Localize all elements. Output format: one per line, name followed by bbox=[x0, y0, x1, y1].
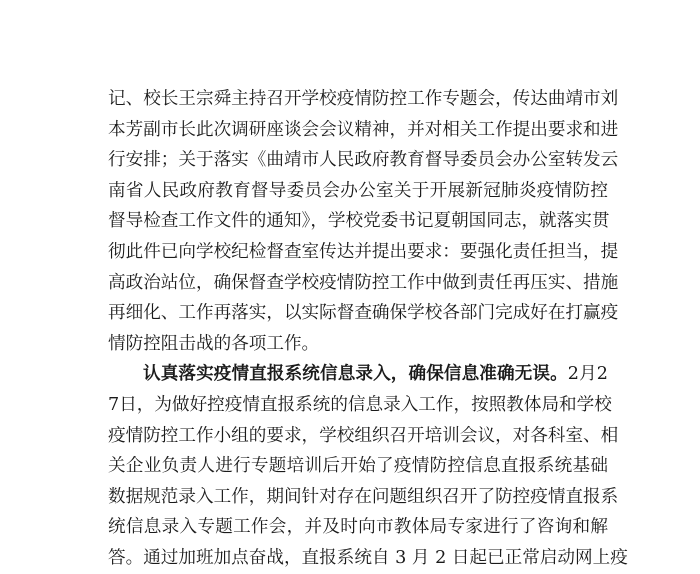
text-line: 再细化、工作再落实，以实际督查确保学校各部门完成好在打赢疫 bbox=[108, 303, 619, 324]
text-run: 2月2 bbox=[567, 364, 608, 385]
text-line: 数据规范录入工作，期间针对存在问题组织召开了防控疫情直报系 bbox=[108, 486, 619, 507]
paragraph-2-first-line bbox=[108, 359, 608, 390]
text-line: 高政治站位，确保督查学校疫情防控工作中做到责任再压实、措施 bbox=[108, 272, 619, 293]
text-line: 关企业负责人进行专题培训后开始了疫情防控信息直报系统基础 bbox=[108, 456, 608, 477]
document-body bbox=[108, 84, 628, 574]
text-line: 答。通过加班加点奋战，直报系统自 3 月 2 日起已正常启动网上疫 bbox=[108, 547, 628, 568]
text-line: 统信息录入专题工作会，并及时向市教体局专家进行了咨询和解 bbox=[108, 517, 608, 538]
text-line: 疫情防控工作小组的要求，学校组织召开培训会议，对各科室、相 bbox=[108, 425, 619, 446]
paragraph-heading: 认真落实疫情直报系统信息录入，确保信息准确无误。 bbox=[143, 363, 568, 385]
text-line: 督导检查工作文件的通知》，学校党委书记夏朝国同志，就落实贯 bbox=[108, 211, 610, 232]
text-line: 行安排；关于落实《曲靖市人民政府教育督导委员会办公室转发云 bbox=[108, 150, 619, 171]
text-line: 本芳副市长此次调研座谈会会议精神，并对相关工作提出要求和进 bbox=[108, 119, 619, 140]
text-line: 7日，为做好控疫情直报系统的信息录入工作，按照教体局和学校 bbox=[108, 394, 612, 415]
text-line: 情防控阻击战的各项工作。 bbox=[108, 333, 320, 354]
text-line: 记、校长王宗舜主持召开学校疫情防控工作专题会，传达曲靖市刘 bbox=[108, 89, 619, 109]
paragraph-2 bbox=[108, 359, 628, 573]
text-line: 南省人民政府教育督导委员会办公室关于开展新冠肺炎疫情防控 bbox=[108, 180, 608, 201]
paragraph-1 bbox=[108, 84, 619, 359]
text-line: 彻此件已向学校纪检督查室传达并提出要求：要强化责任担当，提 bbox=[108, 241, 619, 262]
